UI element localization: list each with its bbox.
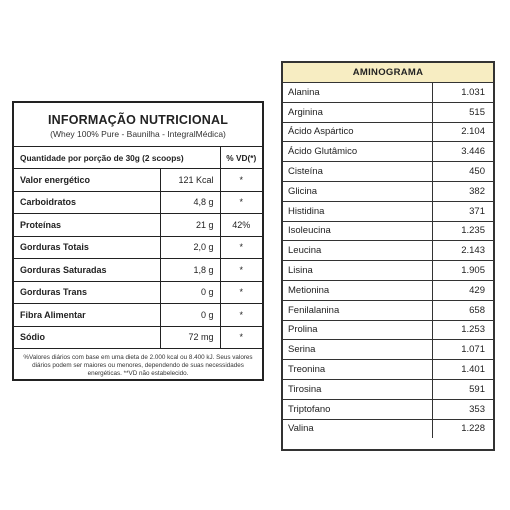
- amino-acid-value: 1.235: [433, 221, 494, 241]
- amino-acid-value: 2.143: [433, 241, 494, 261]
- nutrient-name: Gorduras Totais: [14, 236, 160, 259]
- nutrient-amount: 4,8 g: [160, 191, 220, 214]
- nutrition-row: [14, 214, 262, 237]
- nutrient-name: Fibra Alimentar: [14, 304, 160, 327]
- amino-acid-name: Ácido Glutâmico: [283, 142, 433, 162]
- amino-acid-name: Histidina: [283, 201, 433, 221]
- portion-header: Quantidade por porção de 30g (2 scoops): [14, 147, 220, 169]
- amino-acid-value: 450: [433, 162, 494, 182]
- nutrient-amount: 1,8 g: [160, 259, 220, 282]
- nutrient-amount: 121 Kcal: [160, 169, 220, 192]
- aminogram-row: [283, 399, 493, 419]
- amino-acid-name: Ácido Aspártico: [283, 122, 433, 142]
- nutrient-vd: *: [220, 281, 262, 304]
- amino-acid-value: 429: [433, 280, 494, 300]
- nutrition-subtitle: (Whey 100% Pure - Baunilha - IntegralMédica): [50, 129, 226, 139]
- amino-acid-name: Fenilalanina: [283, 300, 433, 320]
- amino-acid-value: 1.253: [433, 320, 494, 340]
- amino-acid-name: Valina: [288, 423, 314, 435]
- nutrition-header-row: [14, 147, 262, 169]
- nutrient-name: Gorduras Saturadas: [14, 259, 160, 282]
- nutrient-amount: 21 g: [160, 214, 220, 237]
- amino-acid-name: Triptofano: [283, 399, 433, 419]
- aminogram-title: AMINOGRAMA: [283, 63, 493, 83]
- nutrition-row: [14, 281, 262, 304]
- nutrition-row: [14, 236, 262, 259]
- aminogram-row: [283, 122, 493, 142]
- amino-acid-name: Metionina: [283, 280, 433, 300]
- aminogram-row: [283, 360, 493, 380]
- aminogram-row: [283, 340, 493, 360]
- aminogram-row: [283, 419, 493, 438]
- aminogram-row: [283, 142, 493, 162]
- aminogram-row: [283, 261, 493, 281]
- nutrient-name: Valor energético: [14, 169, 160, 192]
- aminogram-row: [283, 221, 493, 241]
- amino-acid-name: Arginina: [283, 102, 433, 122]
- aminogram-row: [283, 320, 493, 340]
- amino-acid-value: 515: [433, 102, 494, 122]
- nutrition-row: [14, 304, 262, 327]
- amino-acid-value: 591: [433, 379, 494, 399]
- amino-acid-value: 1.401: [433, 360, 494, 380]
- amino-acid-value: 2.104: [433, 122, 494, 142]
- nutrient-vd: *: [220, 191, 262, 214]
- nutrient-vd: 42%: [220, 214, 262, 237]
- amino-acid-name: Treonina: [283, 360, 433, 380]
- nutrition-title: INFORMAÇÃO NUTRICIONAL: [47, 113, 229, 127]
- aminogram-row: [283, 102, 493, 122]
- amino-acid-name: Cisteína: [283, 162, 433, 182]
- nutrition-row: [14, 326, 262, 349]
- nutrient-amount: 0 g: [160, 304, 220, 327]
- nutrient-vd: *: [220, 304, 262, 327]
- nutrition-row: [14, 169, 262, 192]
- nutrition-row: [14, 259, 262, 282]
- aminogram-row: [283, 201, 493, 221]
- aminogram-row: [283, 83, 493, 102]
- nutrient-name: Proteínas: [14, 214, 160, 237]
- nutrient-amount: 72 mg: [160, 326, 220, 349]
- aminogram-row: [283, 162, 493, 182]
- nutrient-vd: *: [220, 259, 262, 282]
- amino-acid-name: Prolina: [283, 320, 433, 340]
- nutrient-amount: 2,0 g: [160, 236, 220, 259]
- amino-acid-name: Serina: [283, 340, 433, 360]
- nutrient-vd: *: [220, 326, 262, 349]
- nutrition-header: [14, 103, 262, 147]
- aminogram-table: [281, 61, 495, 451]
- amino-acid-value: 1.071: [433, 340, 494, 360]
- amino-acid-name: Leucina: [283, 241, 433, 261]
- nutrient-name: Sódio: [14, 326, 160, 349]
- amino-acid-value: 1.905: [433, 261, 494, 281]
- amino-acid-value: 1.031: [433, 83, 494, 102]
- aminogram-row: [283, 379, 493, 399]
- nutrient-vd: *: [220, 169, 262, 192]
- nutrient-vd: *: [220, 236, 262, 259]
- amino-acid-name: Isoleucina: [283, 221, 433, 241]
- nutrient-name: Gorduras Trans: [14, 281, 160, 304]
- amino-acid-value: 3.446: [433, 142, 494, 162]
- aminogram-row: [283, 300, 493, 320]
- amino-acid-value: 371: [433, 201, 494, 221]
- nutrition-table: [14, 147, 262, 349]
- nutrition-facts-label: [12, 101, 264, 381]
- amino-acid-name: Tirosina: [283, 379, 433, 399]
- aminogram-rows: [283, 83, 493, 438]
- nutrient-name: Carboidratos: [14, 191, 160, 214]
- amino-acid-value: 1.228: [433, 419, 494, 438]
- nutrient-amount: 0 g: [160, 281, 220, 304]
- aminogram-row: [283, 241, 493, 261]
- amino-acid-name: Lisina: [283, 261, 433, 281]
- amino-acid-name: Glicina: [283, 181, 433, 201]
- amino-acid-name: Alanina: [283, 83, 433, 102]
- amino-acid-value: 658: [433, 300, 494, 320]
- nutrition-row: [14, 191, 262, 214]
- amino-acid-value: 382: [433, 181, 494, 201]
- nutrition-footnote: %Valores diários com base em uma dieta de 2.000 kcal ou 8.400 kJ. Seus valores diários podem ser maiores ou menores, dependendo de suas necessidades energéticas. **VD não estabelecido.: [23, 354, 253, 377]
- vd-header: % VD(*): [220, 147, 262, 169]
- aminogram-row: [283, 280, 493, 300]
- amino-acid-value: 353: [433, 399, 494, 419]
- aminogram-row: [283, 181, 493, 201]
